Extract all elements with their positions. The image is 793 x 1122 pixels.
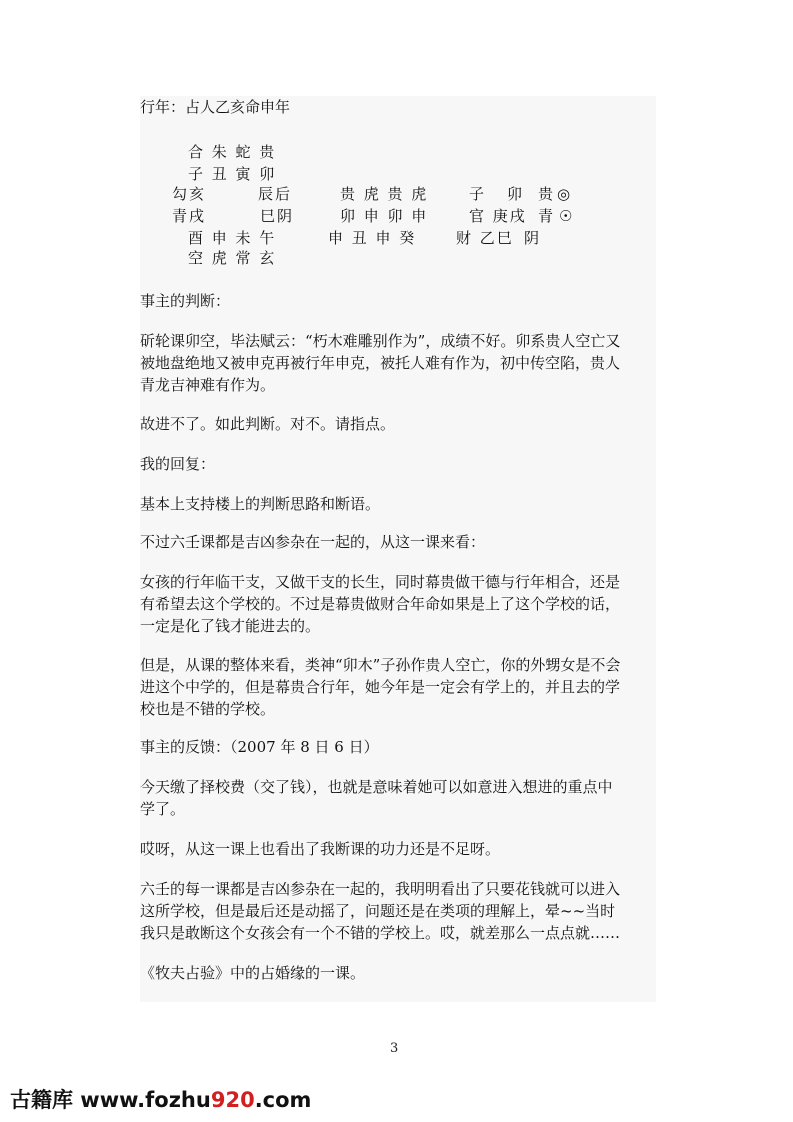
header-line: 行年：占人乙亥命申年 bbox=[140, 98, 291, 116]
chart-row-2: 子 丑 寅 卯 bbox=[188, 165, 277, 183]
chart-row-4-col-4b: 青 bbox=[538, 207, 556, 225]
paragraph-line: 进这个中学的，但是幕贵合行年，她今年是一定会有学上的，并且去的学 bbox=[140, 678, 621, 696]
paragraph-feedback bbox=[140, 776, 652, 820]
chart-row-1: 合 朱 蛇 贵 bbox=[188, 143, 277, 161]
chart-row-5-col-1: 酉 申 未 午 bbox=[188, 229, 277, 247]
paragraph-line: 这所学校，但是最后还是动摇了，问题还是在类项的理解上，晕~~当时 bbox=[140, 902, 616, 920]
paragraph-line: 校也是不错的学校。 bbox=[140, 700, 276, 718]
chart-row-3-col-3: 贵 虎 贵 虎 bbox=[340, 185, 429, 203]
paragraph-conclusion bbox=[140, 878, 652, 944]
paragraph-line: 学了。 bbox=[140, 800, 186, 818]
double-circle-icon: ◎ bbox=[557, 185, 573, 203]
paragraph-line: 青龙吉神难有作为。 bbox=[140, 376, 276, 394]
watermark-prefix: 古籍库 www.fozhu bbox=[10, 1088, 211, 1112]
paragraph-reply-intro: 不过六壬课都是吉凶参杂在一起的，从这一课来看： bbox=[140, 533, 486, 551]
paragraph-line: 今天缴了择校费（交了钱），也就是意味着她可以如意进入想进的重点中 bbox=[140, 778, 613, 796]
paragraph-client-analysis bbox=[140, 330, 652, 396]
site-watermark bbox=[10, 1086, 311, 1114]
paragraph-line: 一定是化了钱才能进去的。 bbox=[140, 617, 321, 635]
paragraph-line: 六壬的每一课都是吉凶参杂在一起的，我明明看出了只要花钱就可以进入 bbox=[140, 880, 621, 898]
paragraph-line: 女孩的行年临干支，又做干支的长生，同时幕贵做干德与行年相合，还是 bbox=[140, 573, 621, 591]
paragraph-reflection: 哎呀，从这一课上也看出了我断课的功力还是不足呀。 bbox=[140, 840, 501, 858]
chart-row-4-col-3: 卯 申 卯 申 bbox=[340, 207, 429, 225]
chart-row-3-col-4b: 卯 bbox=[507, 185, 525, 203]
paragraph-line: 有希望去这个学校的。不过是幕贵做财合年命如果是上了这个学校的话， bbox=[140, 595, 621, 613]
chart-row-3-col-4a: 子 bbox=[469, 185, 487, 203]
chart-row-5-col-3: 财 乙巳 bbox=[456, 229, 514, 247]
paragraph-reply-heading: 我的回复： bbox=[140, 455, 216, 473]
paragraph-feedback-heading: 事主的反馈：（2007 年 8 日 6 日） bbox=[140, 738, 379, 756]
chart-row-5-col-4: 阴 bbox=[524, 229, 542, 247]
paragraph-next-case: 《牧夫占验》中的占婚缘的一课。 bbox=[140, 964, 366, 982]
watermark-accent: 920 bbox=[210, 1088, 255, 1112]
watermark-suffix: .com bbox=[254, 1088, 312, 1112]
paragraph-reply-support: 基本上支持楼上的判断思路和断语。 bbox=[140, 495, 381, 513]
paragraph-client-question: 故进不了。如此判断。对不。请指点。 bbox=[140, 415, 396, 433]
chart-row-3-col-4c: 贵 bbox=[538, 185, 556, 203]
paragraph-reply-analysis-1 bbox=[140, 571, 652, 637]
chart-row-4-col-2: 巳阴 bbox=[260, 207, 295, 225]
chart-row-3-col-2: 辰后 bbox=[258, 185, 293, 203]
paragraph-line: 斫轮课卯空，毕法赋云：“朽木难雕别作为”，成绩不好。卯系贵人空亡又 bbox=[140, 332, 621, 350]
paragraph-reply-analysis-2 bbox=[140, 654, 652, 720]
chart-row-3-col-1: 勾亥 bbox=[172, 185, 207, 203]
chart-row-6: 空 虎 常 玄 bbox=[188, 249, 277, 267]
paragraph-line: 被地盘绝地又被申克再被行年申克，被托人难有作为，初中传空陷，贵人 bbox=[140, 354, 621, 372]
page-number: 3 bbox=[390, 1041, 399, 1056]
paragraph-client-judgment-heading: 事主的判断： bbox=[140, 292, 231, 310]
chart-row-4-col-1: 青戌 bbox=[172, 207, 207, 225]
chart-row-4-col-4a: 官 庚戌 bbox=[469, 207, 527, 225]
chart-row-5-col-2: 申 丑 申 癸 bbox=[328, 229, 417, 247]
circled-dot-icon: ☉ bbox=[559, 207, 575, 225]
paragraph-line: 我只是敢断这个女孩会有一个不错的学校上。哎，就差那么一点点就…… bbox=[140, 924, 621, 942]
paragraph-line: 但是，从课的整体来看，类神“卯木”子孙作贵人空亡，你的外甥女是不会 bbox=[140, 656, 621, 674]
